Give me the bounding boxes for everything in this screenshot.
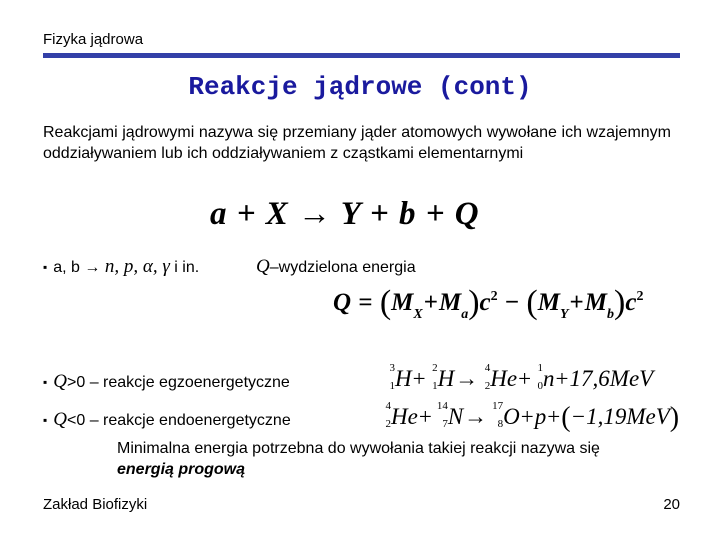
main-reaction-equation bbox=[210, 196, 480, 233]
sub-a: a bbox=[461, 307, 469, 322]
energy-equals: = bbox=[358, 289, 373, 316]
bullet-marker: ▪ bbox=[43, 413, 48, 427]
bullet-marker: ▪ bbox=[43, 260, 48, 274]
q-symbol: Q bbox=[256, 256, 270, 277]
threshold-emphasis: energią progową bbox=[117, 461, 246, 478]
q-definition-text: –wydzielona energia bbox=[269, 259, 416, 276]
nuclide: 17 8 O bbox=[492, 400, 520, 430]
bullet1-particles: n, p, α, γ bbox=[104, 256, 170, 277]
header-rule bbox=[43, 53, 680, 58]
energy-lhs: Q bbox=[333, 289, 352, 316]
bullet1-prefix: a, b → bbox=[53, 259, 101, 276]
sub-y: Y bbox=[559, 307, 569, 322]
exp-1: 2 bbox=[490, 289, 498, 304]
slide-title: Reakcje jądrowe (cont) bbox=[188, 72, 532, 102]
bullet3-text: <0 – reakcje endoenergetyczne bbox=[67, 412, 291, 429]
minus: − bbox=[504, 289, 520, 316]
plus-2: + bbox=[569, 289, 584, 316]
exp-2: 2 bbox=[636, 289, 644, 304]
proton: p bbox=[534, 404, 547, 429]
reaction-exoenergetic: 3 1 H+ 2 1 H→ 4 2 He+ 1 0 n+17,6MeV bbox=[384, 366, 653, 392]
bullet-exoenergetic bbox=[43, 371, 290, 393]
threshold-note bbox=[117, 438, 662, 480]
reaction-energy: 17,6MeV bbox=[569, 366, 654, 391]
bullet-endoenergetic bbox=[43, 409, 291, 431]
mass-y: M bbox=[537, 289, 560, 316]
nuclide: 4 2 He bbox=[484, 362, 518, 392]
bullet-marker: ▪ bbox=[43, 375, 48, 389]
mass-b: M bbox=[584, 289, 607, 316]
mass-x: M bbox=[391, 289, 414, 316]
reaction-arrow: → bbox=[455, 366, 479, 391]
reaction-endoenergetic: 4 2 He+ 14 7 N→ 17 8 O+p+(−1,19MeV) bbox=[380, 402, 679, 434]
plus-1: + bbox=[423, 289, 438, 316]
threshold-text: Minimalna energia potrzebna do wywołania takiej reakcji nazywa się bbox=[117, 440, 600, 457]
sub-b: b bbox=[607, 307, 614, 322]
nuclide: 4 2 He bbox=[385, 400, 418, 430]
bullet2-text: >0 – reakcje egzoenergetyczne bbox=[67, 374, 290, 391]
equation-lhs: a + X bbox=[210, 196, 289, 232]
page-number: 20 bbox=[663, 496, 680, 513]
bullet-particles bbox=[43, 256, 199, 278]
nuclide: 1 0 n bbox=[537, 362, 555, 392]
equation-rhs: Y + b + Q bbox=[340, 196, 480, 232]
equation-arrow: → bbox=[298, 196, 333, 232]
nuclide: 2 1 H bbox=[432, 362, 455, 392]
mass-a: M bbox=[438, 289, 462, 316]
c-1: c bbox=[479, 289, 491, 316]
q-definition bbox=[256, 256, 416, 278]
energy-equation: $Q = (M_X+M_a)c^2 - (M_Y+M_b)c^2$ bbox=[333, 284, 644, 322]
footer-department: Zakład Biofizyki bbox=[43, 496, 148, 513]
c-2: c bbox=[625, 289, 637, 316]
intro-paragraph: Reakcjami jądrowymi nazywa się przemiany jąder atomowych wywołane ich wzajemnym oddziaływaniem lub ich oddziaływaniem z cząstkami elementarnymi bbox=[43, 124, 671, 162]
sub-x: X bbox=[413, 307, 423, 322]
reaction-energy: −1,19MeV bbox=[570, 404, 670, 429]
bullet1-suffix: i in. bbox=[174, 259, 200, 276]
nuclide: 3 1 H bbox=[389, 362, 412, 392]
reaction-arrow: → bbox=[464, 404, 488, 429]
q-symbol: Q bbox=[53, 409, 67, 430]
q-symbol: Q bbox=[53, 371, 67, 392]
nuclide: 14 7 N bbox=[436, 400, 464, 430]
header-label: Fizyka jądrowa bbox=[43, 31, 144, 48]
